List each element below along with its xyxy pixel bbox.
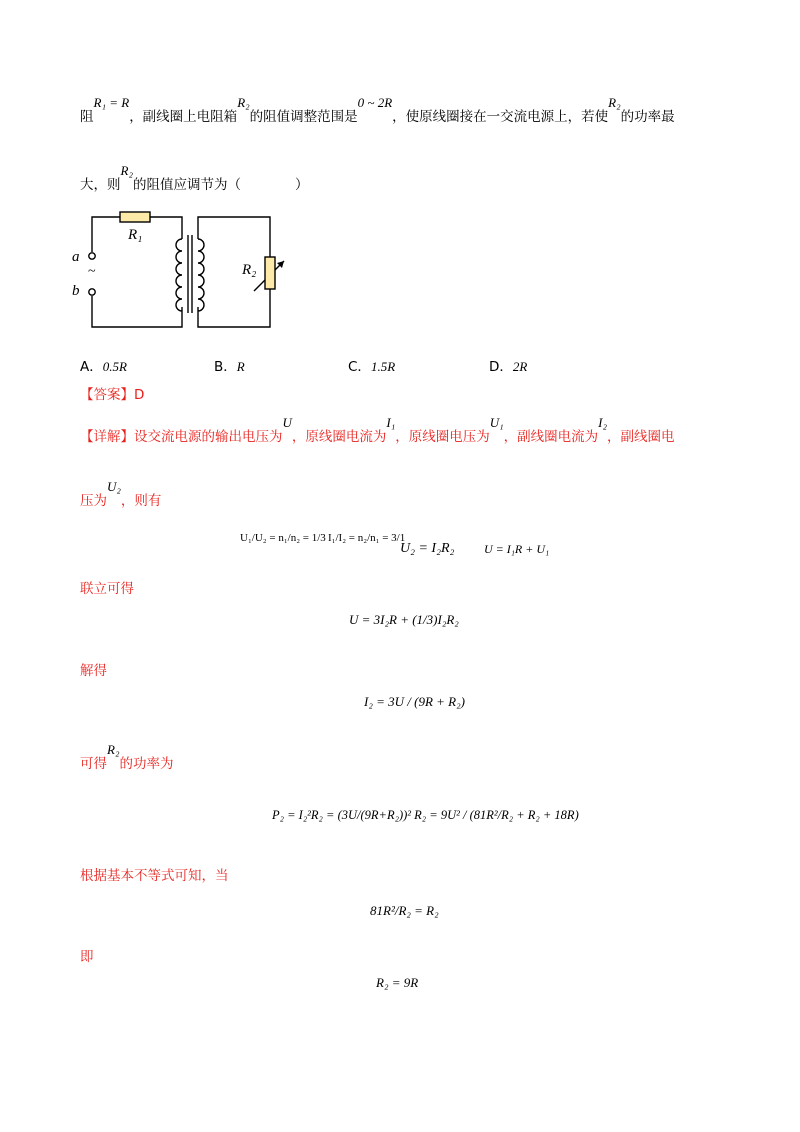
primary-wire-bottom bbox=[92, 296, 182, 327]
text-solve: 解得 bbox=[80, 663, 107, 679]
math-r1-eq-r: R₁ = R bbox=[93, 95, 130, 110]
label-a: a bbox=[72, 249, 80, 265]
text-power bbox=[80, 742, 174, 772]
transformer-circuit-diagram bbox=[70, 205, 310, 335]
option-c[interactable] bbox=[348, 355, 395, 375]
terminal-b bbox=[89, 289, 95, 295]
equation-power: P₂ = I₂²R₂ = (3U/(9R+R₂))² R₂ = 9U² / (81R²/R₂ + R₂ + 18R) bbox=[272, 808, 579, 822]
question-text: 大，则 bbox=[80, 177, 121, 193]
option-value: 2R bbox=[512, 359, 528, 374]
detail-text: ，副线圈电 bbox=[607, 429, 675, 445]
detail-label: 【详解】 bbox=[80, 429, 134, 445]
math-range: 0 ~ 2R bbox=[357, 95, 393, 110]
detail-text: 压为 bbox=[80, 493, 107, 509]
math-r2: R₂ bbox=[237, 95, 250, 110]
terminal-a bbox=[89, 253, 95, 259]
math-r2: R₂ bbox=[120, 163, 133, 178]
detail-line-2 bbox=[80, 479, 162, 509]
detail-text: ，则有 bbox=[120, 493, 162, 509]
detail-text: 的功率为 bbox=[119, 756, 174, 772]
detail-text: 设交流电源的输出电压为 bbox=[134, 429, 283, 445]
option-letter: C． bbox=[348, 359, 371, 375]
secondary-wire-top bbox=[198, 217, 270, 257]
answer-label: 【答案】 bbox=[80, 387, 134, 403]
label-r1: R₁ bbox=[128, 227, 143, 243]
detail-text: ，副线圈电流为 bbox=[503, 429, 599, 445]
option-value: R bbox=[236, 359, 245, 374]
detail-line-1 bbox=[80, 415, 675, 445]
detail-text: 可得 bbox=[80, 756, 107, 772]
primary-wire-right-top bbox=[150, 217, 182, 239]
secondary-coil bbox=[198, 239, 204, 311]
label-tilde: ~ bbox=[88, 264, 96, 279]
question-line-2 bbox=[80, 163, 309, 193]
text-combine: 联立可得 bbox=[80, 581, 134, 597]
question-line-1 bbox=[80, 95, 675, 125]
detail-text: ，原线圈电流为 bbox=[291, 429, 387, 445]
r1-resistor bbox=[120, 212, 150, 222]
question-text: 的阻值应调节为（ ） bbox=[132, 177, 309, 193]
detail-text: ，原线圈电压为 bbox=[395, 429, 490, 445]
label-r2: R₂ bbox=[242, 262, 257, 278]
option-b[interactable] bbox=[214, 355, 245, 375]
text-inequality: 根据基本不等式可知，当 bbox=[80, 868, 229, 884]
question-text: ，副线圈上电阻箱 bbox=[129, 109, 238, 125]
math-r2: R₂ bbox=[107, 742, 120, 757]
option-d[interactable] bbox=[489, 355, 527, 375]
r2-resistor-box bbox=[265, 257, 275, 289]
equation-combined: U = 3I₂R + (1/3)I₂R₂ bbox=[349, 612, 459, 627]
primary-coil bbox=[176, 239, 182, 311]
math-r2: R₂ bbox=[608, 95, 621, 110]
answer-line bbox=[80, 383, 144, 403]
option-letter: A． bbox=[80, 359, 103, 375]
equation-i2: I₂ = 3U / (9R + R₂) bbox=[364, 694, 465, 709]
option-letter: B． bbox=[214, 359, 237, 375]
question-text: 阻 bbox=[80, 109, 94, 125]
question-text: 的阻值调整范围是 bbox=[249, 109, 358, 125]
secondary-wire-bottom bbox=[198, 289, 270, 327]
equation-u-total: U = I₁R + U₁ bbox=[484, 542, 550, 556]
math-u2: U₂ bbox=[107, 479, 121, 494]
question-text: ，使原线圈接在一交流电源上，若使 bbox=[392, 109, 609, 125]
label-b: b bbox=[72, 283, 80, 299]
answer-value: D bbox=[134, 387, 145, 403]
option-letter: D． bbox=[489, 359, 513, 375]
text-therefore: 即 bbox=[80, 949, 94, 965]
primary-wire-top bbox=[92, 217, 120, 252]
math-i1: I₁ bbox=[386, 415, 396, 430]
equation-result: R₂ = 9R bbox=[376, 975, 419, 990]
equation-ratio-voltage: U₁/U₂ = n₁/n₂ = 1/3 bbox=[240, 532, 326, 544]
option-value: 1.5R bbox=[370, 359, 396, 374]
math-u1: U₁ bbox=[489, 415, 504, 430]
math-i2: I₂ bbox=[598, 415, 608, 430]
math-u: U bbox=[282, 415, 292, 430]
option-value: 0.5R bbox=[102, 359, 127, 374]
option-a[interactable] bbox=[80, 355, 127, 375]
equation-u2: U₂ = I₂R₂ bbox=[400, 541, 455, 556]
equation-balance: 81R²/R₂ = R₂ bbox=[370, 903, 439, 918]
question-text: 的功率最 bbox=[620, 109, 675, 125]
equation-ratio-current: I₁/I₂ = n₂/n₁ = 3/1 bbox=[328, 532, 406, 544]
